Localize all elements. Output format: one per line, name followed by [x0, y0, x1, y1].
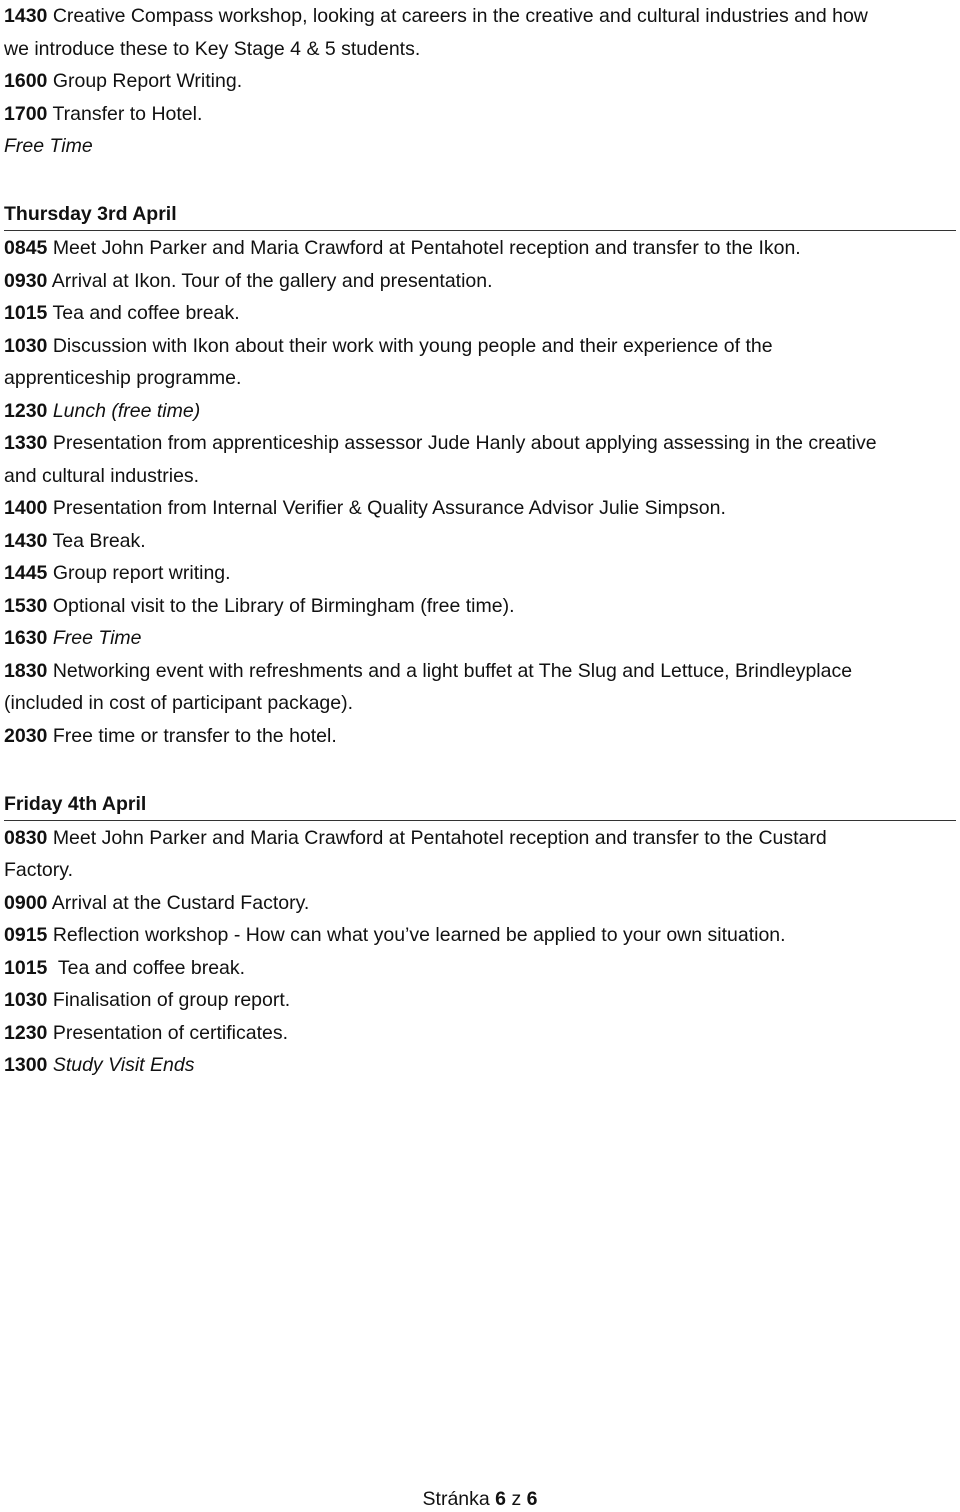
- schedule-line: [4, 130, 956, 163]
- schedule-text: Tea and coffee break.: [52, 956, 246, 979]
- schedule-text: Reflection workshop - How can what you’ve learned be applied to your own situation.: [52, 924, 786, 946]
- schedule-time: 1430: [4, 5, 48, 27]
- schedule-text: Transfer to Hotel.: [52, 102, 203, 125]
- schedule-time: 1600: [4, 70, 48, 92]
- schedule-text: Group report writing.: [52, 562, 231, 584]
- schedule-line: [4, 395, 956, 428]
- schedule-text: Lunch (free time): [52, 399, 201, 422]
- schedule-text: we introduce these to Key Stage 4 & 5 students.: [4, 37, 421, 60]
- schedule-text: Presentation from apprenticeship assessor Jude Hanly about applying assessing in the creative: [52, 432, 877, 454]
- schedule-line: [4, 822, 956, 855]
- schedule-text: and cultural industries.: [4, 464, 200, 487]
- schedule-text: Networking event with refreshments and a light buffet at The Slug and Lettuce, Brindleyplace: [52, 659, 853, 682]
- schedule-text: Tea and coffee break.: [52, 302, 240, 324]
- schedule-line: [4, 427, 956, 460]
- schedule-text: Finalisation of group report.: [52, 989, 291, 1011]
- schedule-line: [4, 265, 956, 298]
- schedule-time: 1330: [4, 432, 48, 454]
- schedule-text: Arrival at Ikon. Tour of the gallery and presentation.: [51, 269, 493, 292]
- schedule-line: [4, 984, 956, 1017]
- footer-separator: z: [511, 1488, 522, 1510]
- schedule-line: [4, 297, 956, 330]
- schedule-text: Free Time: [52, 627, 142, 649]
- schedule-text: Tea Break.: [52, 529, 146, 552]
- schedule-time: 1030: [4, 989, 48, 1011]
- schedule-time: 0930: [4, 269, 48, 292]
- day-heading-friday: Friday 4th April: [4, 785, 956, 821]
- schedule-time: 0830: [4, 826, 48, 849]
- schedule-line: [4, 1049, 956, 1082]
- schedule-line: [4, 655, 956, 688]
- day-heading-thursday: Thursday 3rd April: [4, 195, 956, 231]
- schedule-line: [4, 854, 956, 887]
- schedule-line: [4, 952, 956, 985]
- schedule-text: Meet John Parker and Maria Crawford at Pentahotel reception and transfer to the Custard: [52, 826, 827, 849]
- schedule-line: [4, 460, 956, 493]
- schedule-line: [4, 65, 956, 98]
- schedule-text: Group Report Writing.: [52, 70, 243, 92]
- schedule-time: 1700: [4, 102, 48, 125]
- schedule-content: [4, 0, 956, 1082]
- schedule-time: 0915: [4, 924, 48, 946]
- section-gap: [4, 752, 956, 785]
- schedule-text: Free time or transfer to the hotel.: [52, 724, 337, 747]
- schedule-time: 1445: [4, 562, 48, 584]
- footer-page-word: Stránka: [422, 1488, 490, 1510]
- schedule-time: 1430: [4, 529, 48, 552]
- schedule-line: [4, 919, 956, 952]
- footer-current-page: 6: [495, 1488, 507, 1510]
- schedule-text: apprenticeship programme.: [4, 367, 242, 389]
- schedule-text: Creative Compass workshop, looking at careers in the creative and cultural industries and how: [52, 5, 868, 27]
- schedule-line: [4, 887, 956, 920]
- schedule-line: [4, 590, 956, 623]
- schedule-time: 1830: [4, 659, 48, 682]
- schedule-line: [4, 720, 956, 753]
- schedule-line: [4, 362, 956, 395]
- schedule-time: 1030: [4, 334, 48, 357]
- schedule-time: 1230: [4, 399, 48, 422]
- schedule-time: 1300: [4, 1054, 48, 1076]
- schedule-time: 1530: [4, 594, 48, 617]
- schedule-time: 1015: [4, 302, 48, 324]
- schedule-text: Free Time: [4, 135, 93, 157]
- schedule-time: 1015: [4, 956, 48, 979]
- schedule-line: [4, 492, 956, 525]
- schedule-time: 0845: [4, 237, 48, 259]
- schedule-time: 1400: [4, 497, 48, 519]
- schedule-line: [4, 232, 956, 265]
- schedule-text: (included in cost of participant package).: [4, 692, 354, 714]
- schedule-line: [4, 1017, 956, 1050]
- schedule-line: [4, 622, 956, 655]
- schedule-text: Presentation of certificates.: [52, 1021, 289, 1044]
- schedule-line: [4, 687, 956, 720]
- schedule-line: [4, 525, 956, 558]
- schedule-time: 1630: [4, 627, 48, 649]
- schedule-time: 2030: [4, 724, 48, 747]
- schedule-time: 1230: [4, 1021, 48, 1044]
- schedule-line: [4, 98, 956, 131]
- section-gap: [4, 163, 956, 196]
- schedule-text: Optional visit to the Library of Birmingham (free time).: [52, 594, 515, 617]
- schedule-line: [4, 33, 956, 66]
- schedule-line: [4, 557, 956, 590]
- schedule-line: [4, 330, 956, 363]
- schedule-text: Meet John Parker and Maria Crawford at Pentahotel reception and transfer to the Ikon.: [52, 237, 801, 259]
- page-footer: [0, 1486, 960, 1512]
- schedule-text: Arrival at the Custard Factory.: [51, 891, 310, 914]
- schedule-text: Presentation from Internal Verifier & Quality Assurance Advisor Julie Simpson.: [52, 497, 726, 519]
- schedule-text: Factory.: [4, 859, 73, 881]
- schedule-text: Discussion with Ikon about their work with young people and their experience of the: [52, 334, 773, 357]
- schedule-line: [4, 0, 956, 33]
- schedule-time: 0900: [4, 891, 48, 914]
- footer-total-pages: 6: [526, 1488, 538, 1510]
- schedule-text: Study Visit Ends: [52, 1054, 195, 1076]
